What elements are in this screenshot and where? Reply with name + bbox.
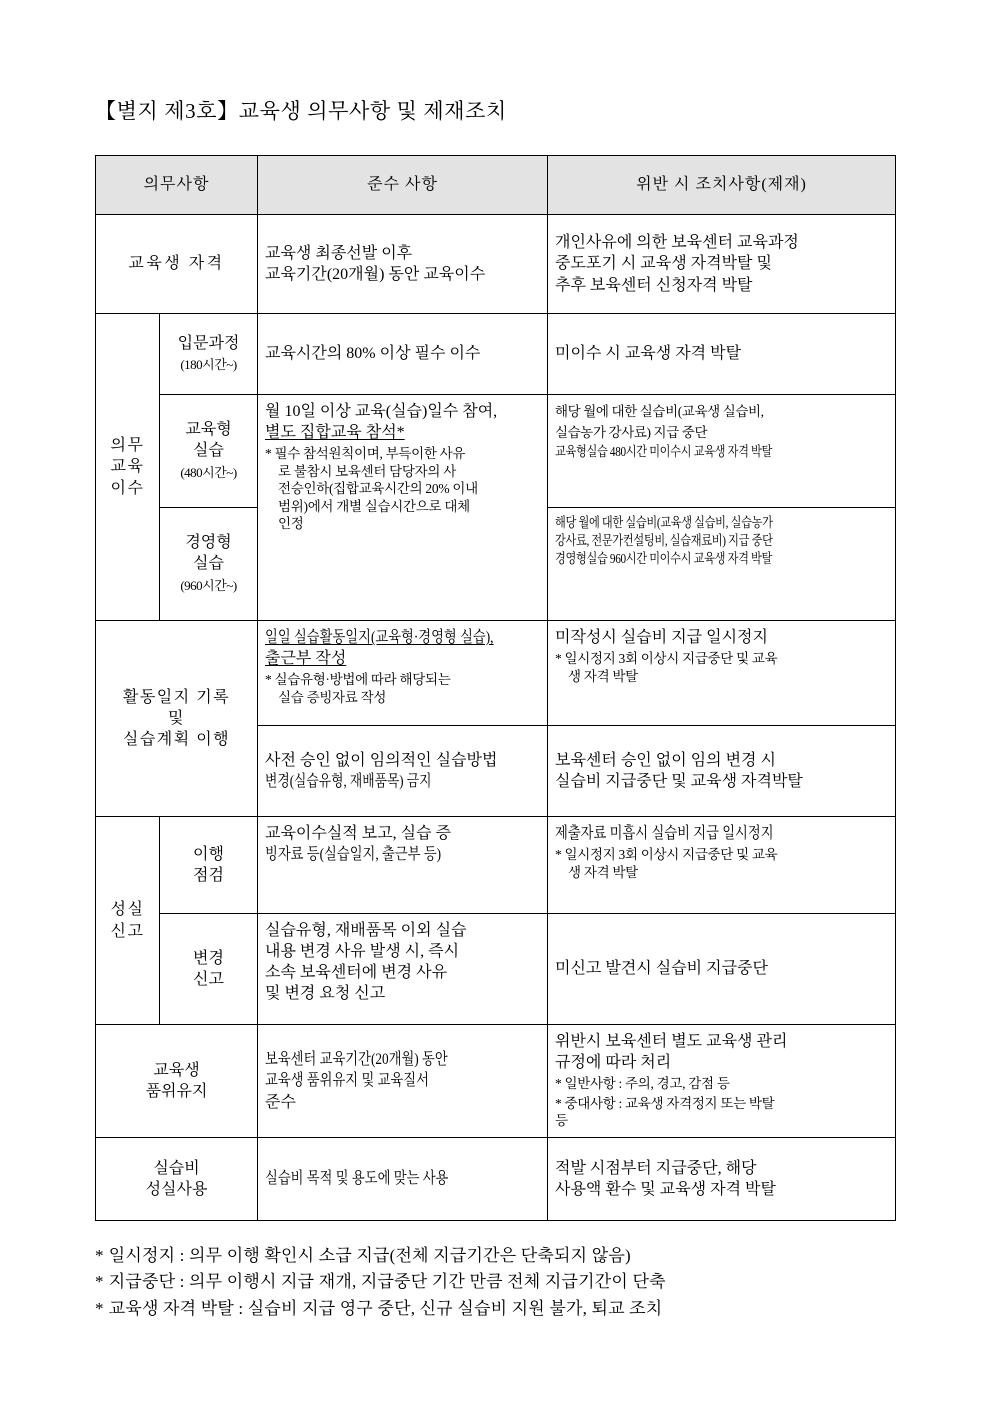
sanction-note-general bbox=[555, 1075, 888, 1093]
compliance-dignity bbox=[258, 1025, 548, 1138]
note-line: 로 불참시 보육센터 담당자의 사 bbox=[278, 463, 456, 479]
footnote-star: * bbox=[95, 1298, 104, 1318]
column-header-sanction: 위반 시 조치사항(제재) bbox=[548, 156, 896, 215]
footnote-item bbox=[95, 1269, 895, 1295]
note-star: * bbox=[555, 1095, 562, 1111]
note-star: * bbox=[265, 446, 272, 462]
table-row bbox=[96, 817, 896, 914]
sanction-line: 미작성시 실습비 지급 일시정지 bbox=[555, 629, 768, 646]
footnote-item bbox=[95, 1243, 895, 1269]
subduty-label-line: 점검 bbox=[193, 867, 224, 884]
duty-label-line: 활동일지 기록 bbox=[122, 688, 231, 706]
footnote-star: * bbox=[95, 1246, 104, 1265]
duty-label-line: 성실사용 bbox=[145, 1181, 208, 1198]
sanction-line: 교육형실습 480시간 미이수시 교육생 자격 박탈 bbox=[555, 444, 773, 460]
compliance-line: 실습유형, 재배품목 이외 실습 bbox=[265, 922, 467, 939]
compliance-line: 준수 bbox=[265, 1093, 296, 1111]
subduty-label-change-report bbox=[160, 914, 258, 1025]
title-text: 교육생 의무사항 및 제재조치 bbox=[238, 99, 507, 123]
compliance-line: 내용 변경 사유 발생 시, 즉시 bbox=[265, 943, 460, 961]
footnote-item bbox=[95, 1296, 895, 1322]
title-bracket-close: 】 bbox=[217, 99, 239, 123]
duty-label-expense-use bbox=[96, 1138, 258, 1221]
subduty-label-line: 경영형 bbox=[185, 534, 232, 552]
subduty-label-line: 신고 bbox=[193, 971, 224, 988]
compliance-note bbox=[265, 671, 540, 706]
note-line: 전승인하(집합교육시간의 20% 이내 bbox=[278, 481, 478, 497]
sanction-expense-use bbox=[548, 1138, 896, 1221]
footnotes bbox=[95, 1243, 895, 1322]
compliance-line: 소속 보육센터에 변경 사유 bbox=[265, 964, 448, 982]
sanction-dignity bbox=[548, 1025, 896, 1138]
compliance-line: 월 10일 이상 교육(실습)일수 참여, bbox=[265, 403, 498, 420]
duty-label-line: 신고 bbox=[110, 922, 145, 940]
compliance-intro-course: 교육시간의 80% 이상 필수 이수 bbox=[258, 314, 548, 395]
duty-label-activity-log bbox=[96, 621, 258, 817]
note-star: * bbox=[555, 1076, 562, 1092]
compliance-line: 교육기간(20개월) 동안 교육이수 bbox=[265, 266, 486, 283]
note-line: 범위)에서 개별 실습시간으로 대체 bbox=[278, 498, 470, 514]
duty-label-line: 교육 bbox=[110, 458, 145, 476]
note-line: 실습유형·방법에 따라 해당되는 bbox=[274, 672, 451, 688]
sanction-activity-log bbox=[548, 621, 896, 726]
duty-label-line: 실습계획 이행 bbox=[122, 731, 231, 749]
note-line: 등 bbox=[555, 1113, 568, 1129]
subduty-hours: (180시간~) bbox=[180, 357, 237, 372]
sanction-line: 실습비 지급중단 및 교육생 자격박탈 bbox=[555, 773, 803, 790]
table-row bbox=[96, 395, 896, 508]
note-star: * bbox=[555, 651, 562, 667]
footnote-text: 지급중단 : 의무 이행시 지급 재개, 지급중단 기간 만큼 전체 지급기간이 단축 bbox=[108, 1272, 666, 1292]
compliance-line-underlined: 출근부 작성 bbox=[265, 650, 347, 668]
table-row bbox=[96, 621, 896, 726]
subduty-hours: (960시간~) bbox=[180, 577, 237, 593]
footnote-star: * bbox=[95, 1272, 104, 1292]
compliance-line: 사전 승인 없이 임의적인 실습방법 bbox=[265, 751, 498, 769]
table-row bbox=[96, 1025, 896, 1138]
footnote-text: 일시정지 : 의무 이행 확인시 소급 지급(전체 지급기간은 단축되지 않음) bbox=[108, 1246, 631, 1265]
subduty-label-line: 교육형 bbox=[185, 421, 232, 439]
title-bracket-open: 【 bbox=[95, 99, 117, 123]
sanction-line: 적발 시점부터 지급중단, 해당 bbox=[555, 1159, 757, 1177]
compliance-line: 실습비 목적 및 용도에 맞는 사용 bbox=[265, 1170, 449, 1188]
note-line: 일시정지 3회 이상시 지급중단 및 교육 bbox=[564, 847, 778, 863]
subduty-label-line: 이행 bbox=[193, 845, 224, 863]
table-row bbox=[96, 1138, 896, 1221]
obligations-table bbox=[95, 155, 896, 1221]
duty-label-line: 실습비 bbox=[153, 1159, 200, 1177]
subduty-label-line: 입문과정 bbox=[177, 334, 240, 352]
table-header bbox=[96, 156, 896, 215]
note-line: 인정 bbox=[278, 516, 304, 532]
sanction-line: 규정에 따라 처리 bbox=[555, 1054, 672, 1072]
sanction-line: 개인사유에 의한 보육센터 교육과정 bbox=[555, 234, 799, 252]
compliance-activity-log bbox=[258, 621, 548, 726]
note-line: 필수 참석원칙이며, 부득이한 사유 bbox=[274, 446, 466, 462]
compliance-line-underlined: 일일 실습활동일지(교육형·경영형 실습), bbox=[265, 629, 494, 646]
title-bracket-label: 별지 제3호 bbox=[116, 99, 218, 123]
page-title bbox=[95, 95, 897, 125]
subduty-label-implementation-check bbox=[160, 817, 258, 914]
compliance-line: 교육이수실적 보고, 실습 증 bbox=[265, 825, 452, 842]
duty-label-line: 의무 bbox=[110, 437, 145, 455]
duty-label-line: 성실 bbox=[110, 901, 145, 919]
duty-label-qualification: 교육생 자격 bbox=[96, 215, 258, 314]
compliance-expense-use bbox=[258, 1138, 548, 1221]
column-header-compliance: 준수 사항 bbox=[258, 156, 548, 215]
subduty-hours: (480시간~) bbox=[180, 464, 237, 480]
compliance-line-underlined: 별도 집합교육 참석* bbox=[265, 424, 405, 442]
sanction-note bbox=[555, 846, 888, 881]
compliance-line: 빙자료 등(실습일지, 출근부 등) bbox=[265, 846, 442, 864]
note-line: 생 자격 박탈 bbox=[568, 864, 638, 880]
column-header-duty: 의무사항 bbox=[96, 156, 258, 215]
table-body bbox=[96, 215, 896, 1221]
compliance-line: 변경(실습유형, 재배품목) 금지 bbox=[265, 773, 432, 790]
note-star: * bbox=[555, 847, 562, 863]
note-line: 생 자격 박탈 bbox=[568, 668, 638, 684]
sanction-line: 중도포기 시 교육생 자격박탈 및 bbox=[555, 255, 772, 273]
note-line: 실습 증빙자료 작성 bbox=[278, 689, 387, 705]
sanction-line: 추후 보육센터 신청자격 박탈 bbox=[555, 276, 753, 294]
sanction-training-practice bbox=[548, 395, 896, 508]
subduty-label-training-practice bbox=[160, 395, 258, 508]
compliance-implementation-check bbox=[258, 817, 548, 914]
sanction-line: 위반시 보육센터 별도 교육생 관리 bbox=[555, 1033, 788, 1050]
table-header-row bbox=[96, 156, 896, 215]
compliance-plan-change bbox=[258, 726, 548, 817]
note-star: * bbox=[265, 672, 272, 688]
note-line: 일시정지 3회 이상시 지급중단 및 교육 bbox=[564, 651, 778, 667]
subduty-label-line: 실습 bbox=[193, 555, 224, 573]
table-row bbox=[96, 314, 896, 395]
footnote-text: 교육생 자격 박탈 : 실습비 지급 영구 중단, 신규 실습비 지원 불가, 퇴교 조치 bbox=[108, 1298, 663, 1318]
sanction-qualification bbox=[548, 215, 896, 314]
table-row bbox=[96, 914, 896, 1025]
sanction-line: 사용액 환수 및 교육생 자격 박탈 bbox=[555, 1181, 776, 1198]
sanction-management-practice bbox=[548, 508, 896, 621]
compliance-qualification bbox=[258, 215, 548, 314]
duty-label-line: 품위유지 bbox=[145, 1083, 208, 1100]
note-line: 중대사항 : 교육생 자격정지 또는 박탈 bbox=[564, 1095, 775, 1111]
sanction-line: 해당 월에 대한 실습비(교육생 실습비, 실습농가 bbox=[555, 515, 773, 530]
table-row bbox=[96, 215, 896, 314]
sanction-line: 경영형실습 960시간 미이수시 교육생 자격 박탈 bbox=[555, 550, 773, 566]
subduty-label-line: 실습 bbox=[193, 442, 224, 460]
sanction-note bbox=[555, 650, 888, 685]
sanction-change-report: 미신고 발견시 실습비 지급중단 bbox=[548, 914, 896, 1025]
sanction-line: 해당 월에 대한 실습비(교육생 실습비, bbox=[555, 404, 764, 419]
compliance-practice-merged bbox=[258, 395, 548, 621]
compliance-line: 교육생 최종선발 이후 bbox=[265, 244, 413, 262]
duty-label-mandatory-education bbox=[96, 314, 160, 621]
duty-label-line: 및 bbox=[168, 709, 185, 727]
sanction-line: 실습농가 강사료) 지급 중단 bbox=[555, 425, 708, 441]
subduty-label-intro-course bbox=[160, 314, 258, 395]
duty-label-dignity bbox=[96, 1025, 258, 1138]
sanction-note-serious bbox=[555, 1095, 888, 1130]
compliance-change-report bbox=[258, 914, 548, 1025]
duty-label-line: 교육생 bbox=[153, 1061, 200, 1079]
sanction-line: 보육센터 승인 없이 임의 변경 시 bbox=[555, 751, 776, 769]
compliance-line: 보육센터 교육기간(20개월) 동안 bbox=[265, 1051, 448, 1069]
duty-label-faithful-report bbox=[96, 817, 160, 1025]
sanction-implementation-check bbox=[548, 817, 896, 914]
sanction-intro-course: 미이수 시 교육생 자격 박탈 bbox=[548, 314, 896, 395]
subduty-label-management-practice bbox=[160, 508, 258, 621]
compliance-note bbox=[265, 445, 540, 533]
note-line: 일반사항 : 주의, 경고, 감점 등 bbox=[564, 1076, 730, 1092]
duty-label-line: 이수 bbox=[110, 479, 145, 497]
compliance-line: 교육생 품위유지 및 교육질서 bbox=[265, 1072, 429, 1090]
subduty-label-line: 변경 bbox=[193, 949, 224, 967]
sanction-line: 제출자료 미흡시 실습비 지급 일시정지 bbox=[555, 825, 774, 842]
compliance-line: 및 변경 요청 신고 bbox=[265, 985, 386, 1003]
sanction-plan-change bbox=[548, 726, 896, 817]
sanction-line: 강사료, 전문가컨설팅비, 실습재료비) 지급 중단 bbox=[555, 532, 773, 548]
